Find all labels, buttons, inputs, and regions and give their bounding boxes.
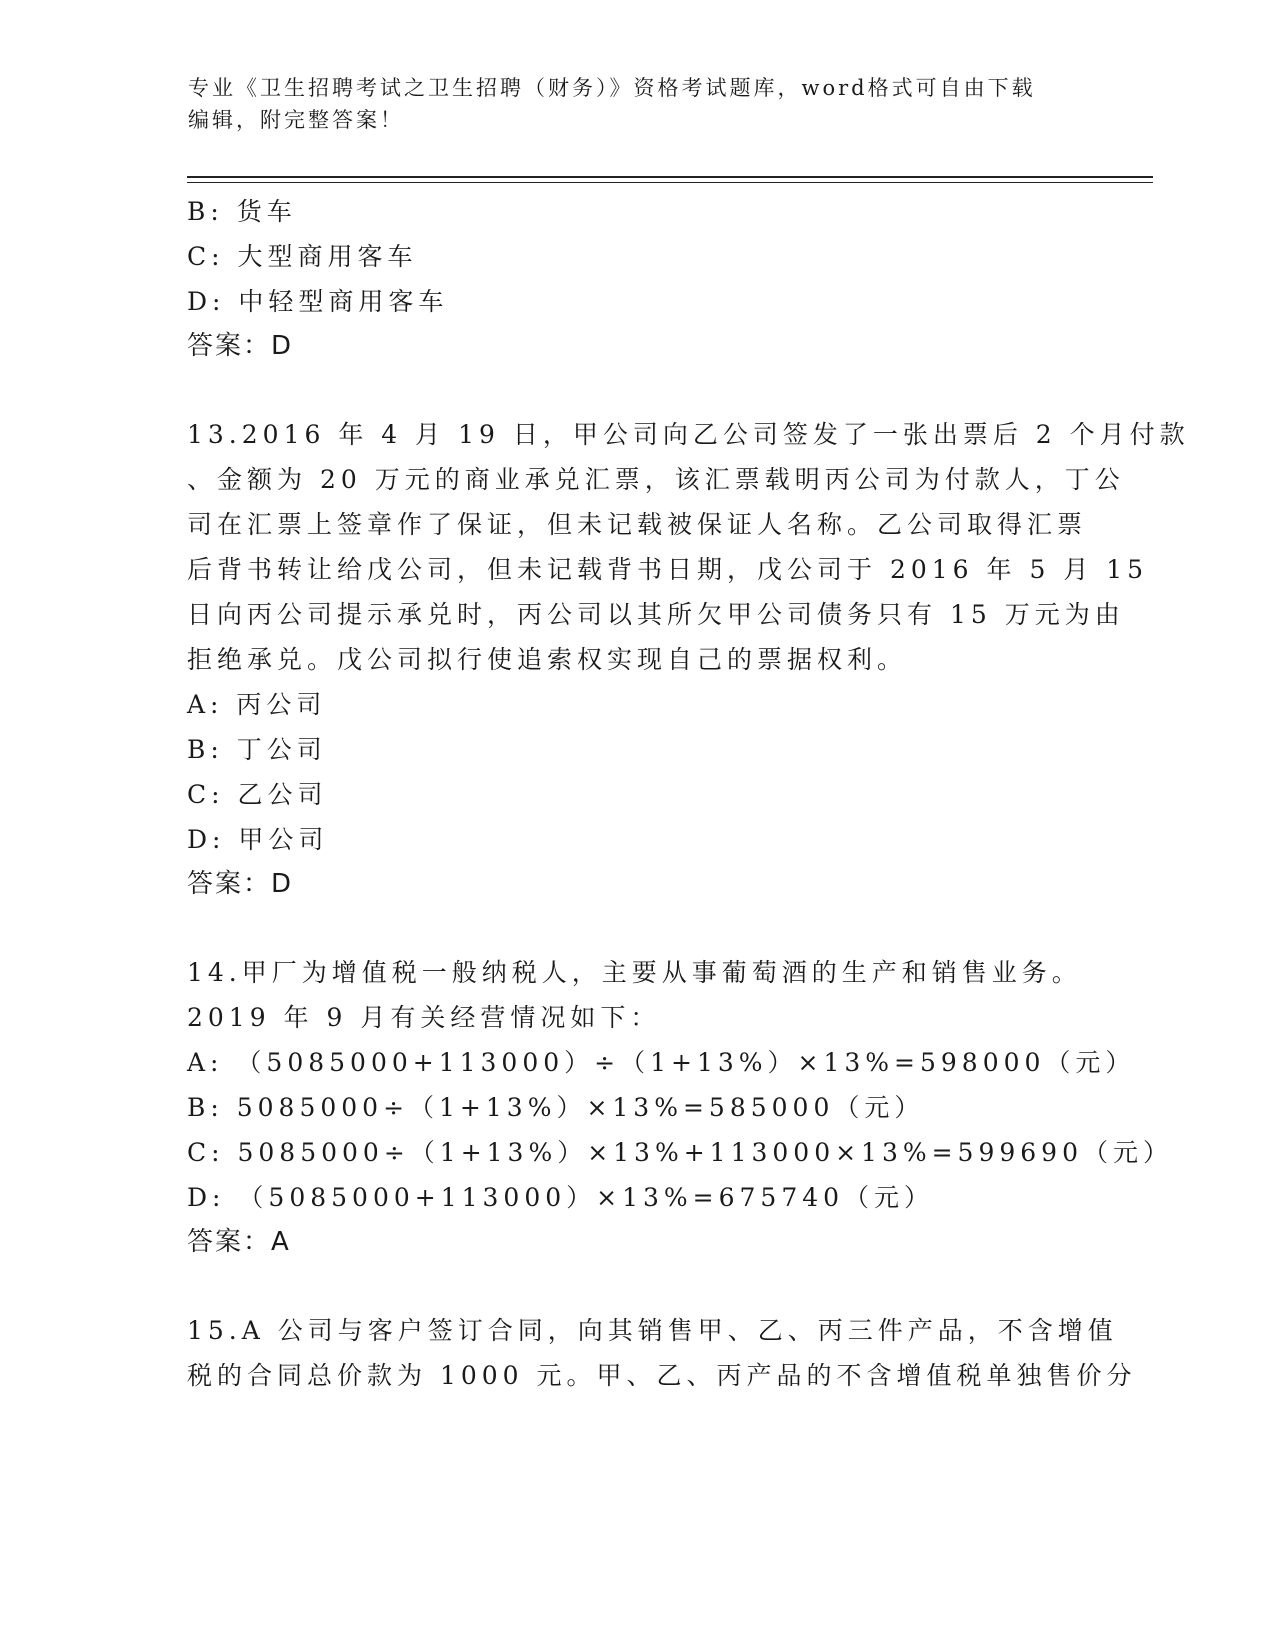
option-d: D: （5085000+113000）×13%=675740（元） [187, 1183, 935, 1212]
question-text-line: 拒绝承兑。戊公司拟行使追索权实现自己的票据权利。 [187, 645, 908, 674]
question-12 [187, 189, 1067, 369]
answer: 答案：D [187, 331, 294, 361]
document-body [187, 189, 1190, 1398]
header-line-1: 专业《卫生招聘考试之卫生招聘（财务）》资格考试题库，word格式可自由下载 [188, 76, 1036, 100]
question-text-line: 日向丙公司提示承兑时，丙公司以其所欠甲公司债务只有 15 万元为由 [187, 600, 1125, 629]
option-d: D: 中轻型商用客车 [187, 287, 449, 316]
header-divider-thin [187, 182, 1153, 183]
question-15 [187, 1308, 1137, 1398]
header-line-2: 编辑，附完整答案！ [188, 108, 404, 132]
question-13 [187, 412, 1190, 907]
answer: 答案：D [187, 869, 294, 899]
option-b: B: 货车 [187, 197, 297, 226]
option-c: C: 大型商用客车 [187, 242, 418, 271]
option-b: B: 5085000÷（1+13%）×13%=585000（元） [187, 1093, 925, 1122]
question-text-line: 司在汇票上签章作了保证，但未记载被保证人名称。乙公司取得汇票 [187, 510, 1088, 539]
option-d: D: 甲公司 [187, 825, 329, 854]
option-c: C: 乙公司 [187, 780, 328, 809]
answer: 答案：A [187, 1227, 291, 1257]
header-divider-thick [187, 176, 1153, 178]
question-14 [187, 950, 1173, 1265]
question-text-line: 后背书转让给戊公司，但未记载背书日期，戊公司于 2016 年 5 月 15 [187, 555, 1149, 584]
question-text-line: 14.甲厂为增值税一般纳税人，主要从事葡萄酒的生产和销售业务。 [187, 958, 1082, 987]
document-header [188, 72, 1088, 136]
question-text-line: 13.2016 年 4 月 19 日，甲公司向乙公司签发了一张出票后 2 个月付款 [187, 420, 1190, 449]
option-b: B: 丁公司 [187, 735, 327, 764]
question-text-line: 15.A 公司与客户签订合同，向其销售甲、乙、丙三件产品，不含增值 [187, 1316, 1118, 1345]
question-text-line: 税的合同总价款为 1000 元。甲、乙、丙产品的不含增值税单独售价分 [187, 1361, 1137, 1390]
option-c: C: 5085000÷（1+13%）×13%+113000×13%=599690（元） [187, 1138, 1173, 1167]
option-a: A: （5085000+113000）÷（1+13%）×13%=598000（元） [187, 1048, 1136, 1077]
question-text-line: 、金额为 20 万元的商业承兑汇票，该汇票载明丙公司为付款人，丁公 [187, 465, 1125, 494]
question-text-line: 2019 年 9 月有关经营情况如下： [187, 1003, 661, 1032]
option-a: A: 丙公司 [187, 690, 327, 719]
